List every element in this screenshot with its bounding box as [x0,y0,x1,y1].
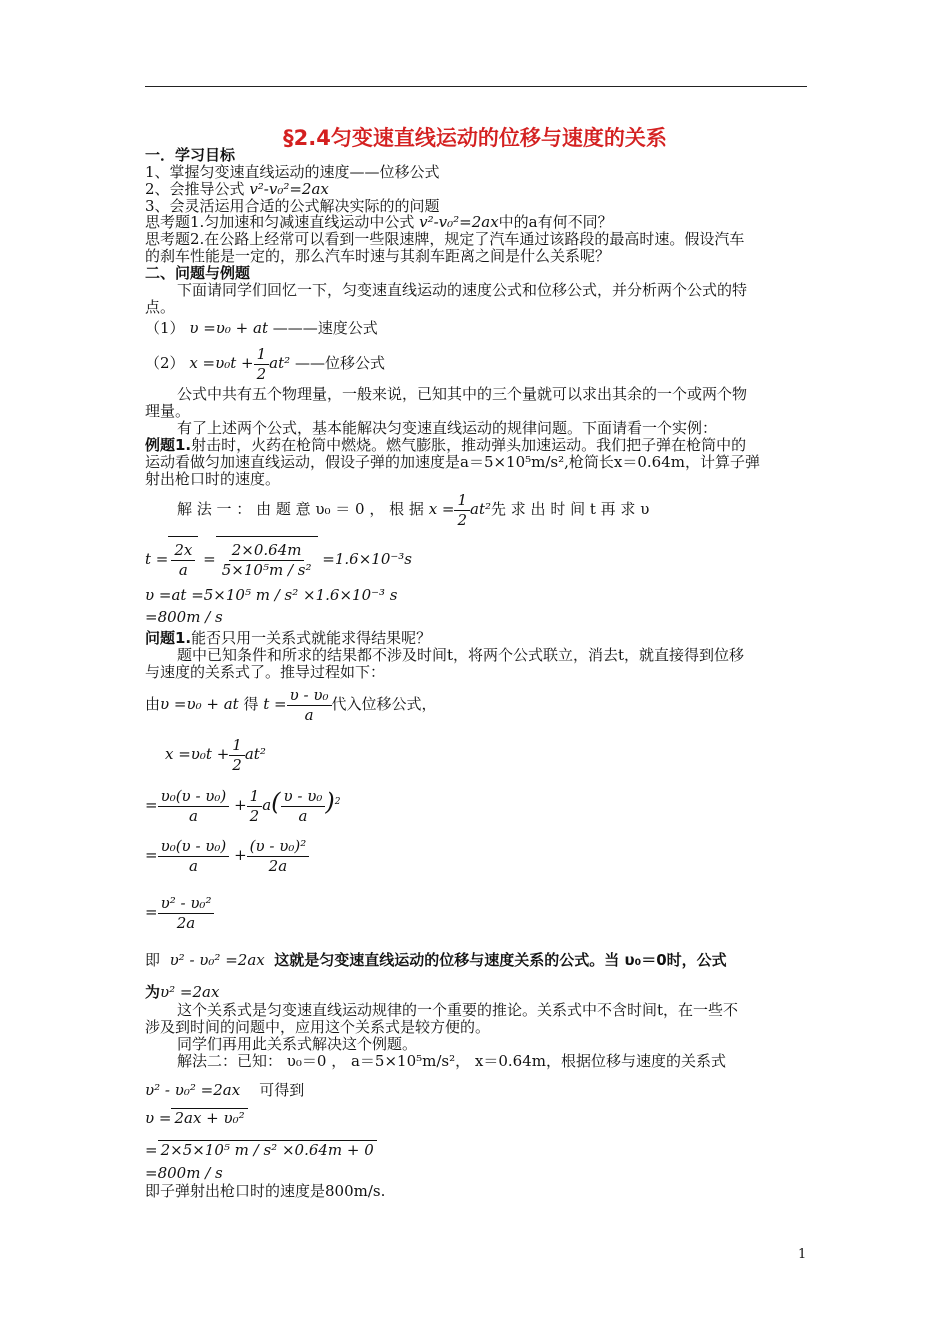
velocity-calculation: υ =at =5×10⁵ m / s² ×1.6×10⁻³ s [145,586,398,604]
method-1-intro: 解 法 一 ： 由 题 意 υ₀ ＝ 0 ， 根 据 x = $\frac{1}{2}$ at²先 求 出 时 间 t 再 求 υ [177,490,650,529]
time-calculation: t = $\frac{2x}{a}$ = $\frac{2\times 0.64m}{\text{5×10⁵m / s²}}$ =1.6×10⁻³s [145,536,412,581]
conclusion-1: 这个关系式是匀变速直线运动规律的一个重要的推论。关系式中不含时间t，在一些不 [177,1001,739,1019]
page-title: §2.4匀变速直线运动的位移与速度的关系 [283,126,667,150]
goal-3: 3、会灵活运用合适的公式解决实际的的问题 [145,197,440,215]
method-2-intro: 解法二：已知： υ₀＝0 ， a＝5×10⁵m/s²， x＝0.64m，根据位移与速度的关系式 [177,1052,726,1070]
result-formula-line: 即 υ² - υ₀² =2ax 这就是匀变速直线运动的位移与速度关系的公式。当 υ₀＝0时，公式 [145,951,727,969]
para-five-quantities-1: 公式中共有五个物理量，一般来说，已知其中的三个量就可以求出其余的一个或两个物 [177,385,748,403]
formula-displacement: （2） x =υ₀t + $\frac{1}{2}$ at² ——位移公式 [145,344,385,383]
final-answer: 即子弹射出枪口时的速度是800m/s. [145,1182,386,1200]
goal-2: 2、会推导公式 v²-v₀²=2ax [145,180,329,198]
conclusion-3: 同学们再用此关系式解决这个例题。 [177,1035,418,1053]
para-example-intro: 有了上述两个公式，基本能解决匀变速直线运动的规律问题。下面请看一个实例： [177,419,718,437]
derivation-step-0: 由υ =υ₀ + at 得 t = $\frac{\text{υ - υ₀}}{a}$ 代入位移公式， [145,685,437,724]
derivation-step-1: x =υ₀t + $\frac{1}{2}$ at² [165,735,266,774]
method-2-step-2: = 2×5×10⁵ m / s² ×0.64m + 0 [145,1140,377,1159]
example-1-line-2: 运动看做匀加速直线运动，假设子弹的加速度是a＝5×10⁵m/s²,枪筒长x＝0.64m，计算子弹 [145,453,760,471]
conclusion-2: 涉及到时间的问题中，应用这个关系式是较方便的。 [145,1018,491,1036]
method-2-step-1: υ = 2ax + υ₀² [145,1108,248,1127]
question-2-line-2: 的刹车性能是一定的，那么汽车时速与其刹车距离之间是什么关系呢？ [145,247,611,265]
question-1: 思考题1.匀加速和匀减速直线运动中公式 v²-v₀²=2ax中的a有何不同？ [145,213,613,231]
derivation-step-4: = $\frac{\text{υ² - υ₀²}}{2a}$ [145,890,214,934]
para-five-quantities-2: 理量。 [145,402,191,420]
header-rule [145,86,807,87]
result-special-case: 为υ² =2ax [145,983,220,1001]
problem-1: 问题1.能否只用一关系式就能求得结果呢？ [145,629,432,647]
example-1-line-3: 射出枪口时的速度。 [145,470,281,488]
problem-1-text-2: 与速度的关系式了。推导过程如下： [145,663,386,681]
page-number: 1 [798,1247,807,1262]
method-2-result: =800m / s [145,1164,223,1182]
intro-line-2: 点。 [145,298,176,316]
question-2-line-1: 思考题2.在公路上经常可以看到一些限速牌，规定了汽车通过该路段的最高时速。假设汽车 [145,230,745,248]
formula-velocity: （1） υ =υ₀ + at ———速度公式 [145,319,378,337]
problem-1-text-1: 题中已知条件和所求的结果都不涉及时间t，将两个公式联立，消去t，就直接得到位移 [177,646,745,664]
intro-line-1: 下面请同学们回忆一下，匀变速直线运动的速度公式和位移公式，并分析两个公式的特 [177,281,748,299]
derivation-step-3: = $\frac{\text{υ₀(υ - υ₀)}}{a}$ + $\frac{\text{(υ - υ₀)²}}{2a}$ [145,833,309,877]
velocity-result: =800m / s [145,608,223,626]
section-heading-problems: 二、问题与例题 [145,264,251,282]
example-1-line-1: 例题1.射击时，火药在枪筒中燃烧。燃气膨胀，推动弹头加速运动。我们把子弹在枪筒中的 [145,436,747,454]
section-heading-goals: 一．学习目标 [145,146,236,164]
derivation-step-2: = $\frac{\text{υ₀(υ - υ₀)}}{a}$ + $\frac{1}{2}$ a( $\frac{\text{υ - υ₀}}{a}$ )$^2$ [145,786,341,825]
method-2-formula: υ² - υ₀² =2ax 可得到 [145,1081,305,1099]
goal-1: 1、掌握匀变速直线运动的速度——位移公式 [145,163,440,181]
